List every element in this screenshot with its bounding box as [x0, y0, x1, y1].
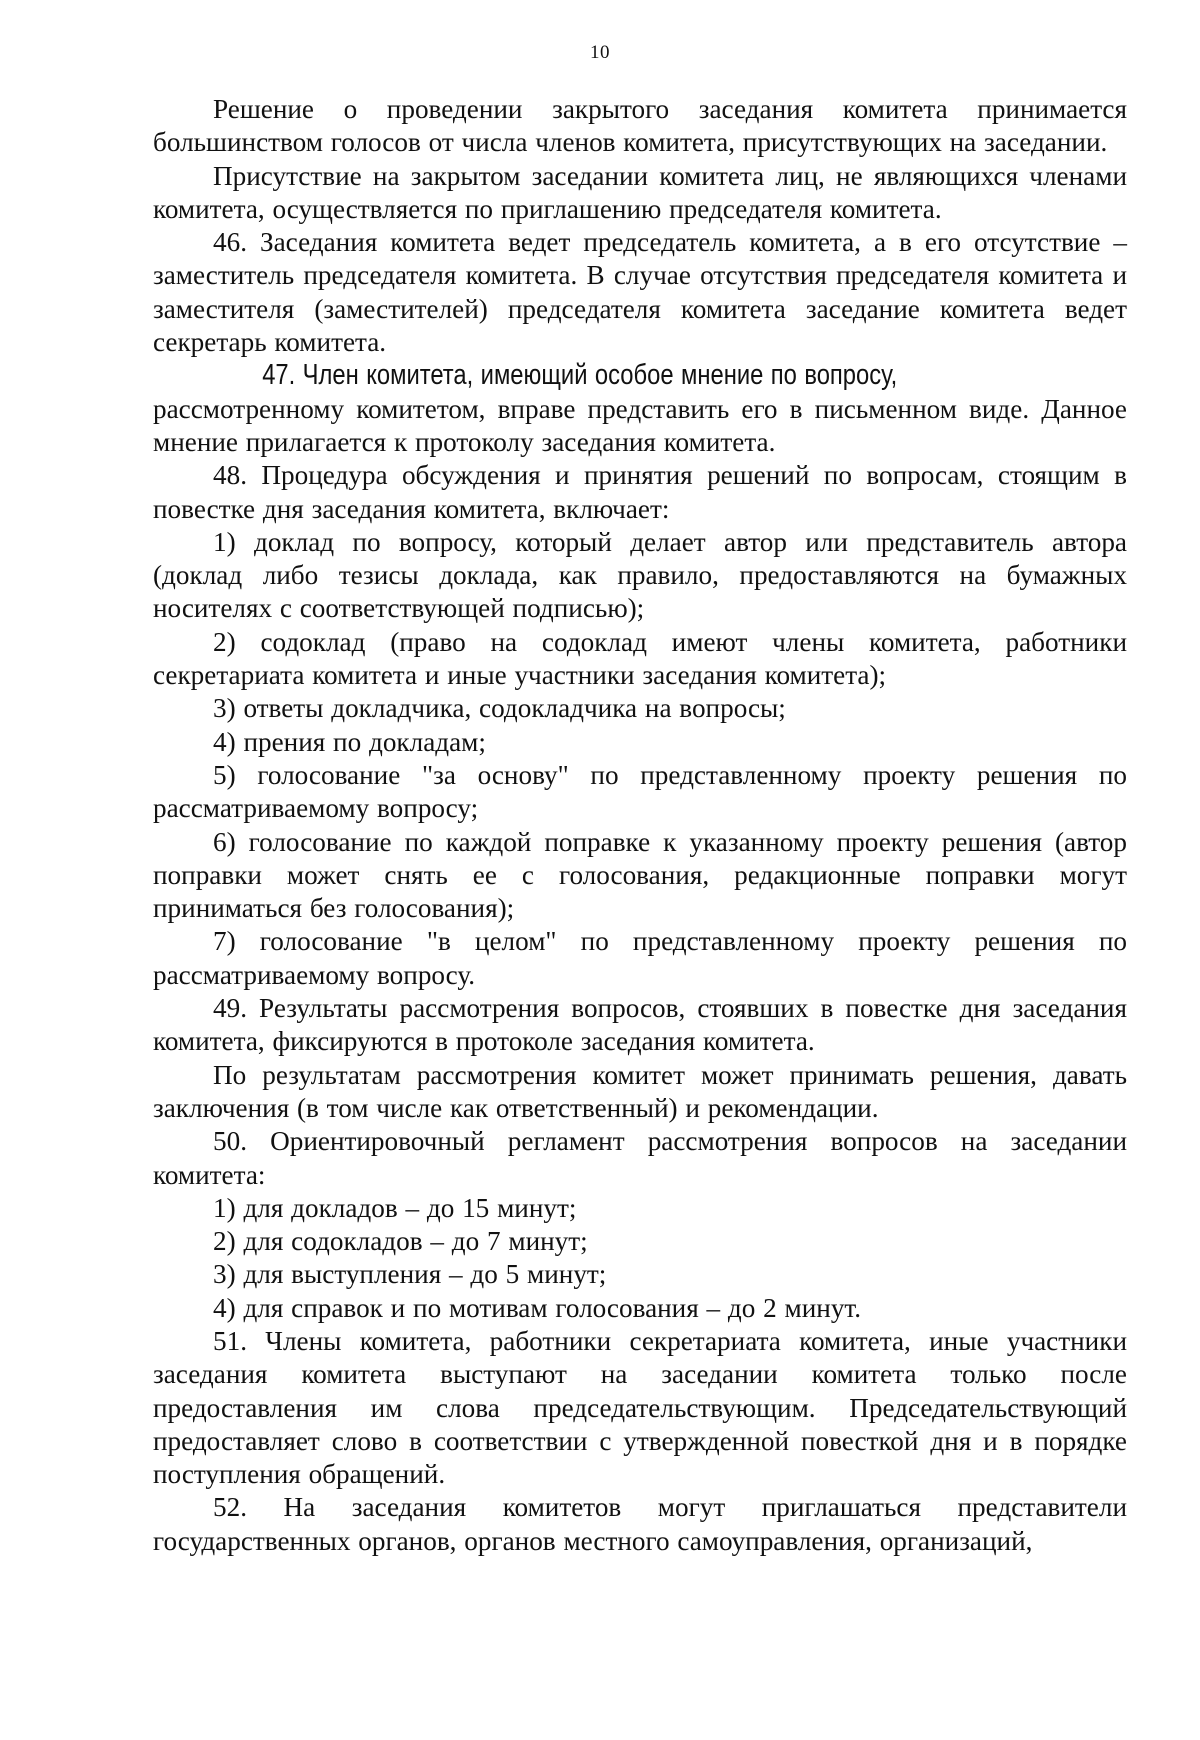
- list-item-50-3: 3) для выступления – до 5 минут;: [213, 1259, 607, 1290]
- list-item-50-1: 1) для докладов – до 15 минут;: [213, 1192, 577, 1223]
- paragraph-47: [153, 359, 1127, 459]
- list-item-48-7: 7) голосование "в целом" по представленному проекту решения по рассматриваемому вопросу.: [153, 926, 1127, 990]
- list-item-48-4: 4) прения по докладам;: [213, 726, 486, 757]
- list-item-50-2: 2) для содокладов – до 7 минут;: [213, 1226, 588, 1257]
- paragraph-50: 50. Ориентировочный регламент рассмотрения вопросов на заседании комитета:: [153, 1126, 1127, 1190]
- document-body: [153, 93, 1127, 1558]
- list-item-48-2: 2) содоклад (право на содоклад имеют члены комитета, работники секретариата комитета и иные участники заседания комитета);: [153, 626, 1127, 691]
- paragraph-52: 52. На заседания комитетов могут приглашаться представители государственных органов, органов местного самоуправления, организаций,: [153, 1492, 1127, 1556]
- list-item-48-1: 1) доклад по вопросу, который делает автор или представитель автора (доклад либо тезисы доклада, как правило, предоставляются на бумажных носителях с соответствующей подписью);: [153, 526, 1127, 624]
- paragraph-51: 51. Члены комитета, работники секретариата комитета, иные участники заседания комитета выступают на заседании комитета только после предоставления им слова председательствующим. Председательствующий предоставляет слово в соответствии с утвержденной повесткой дня и в порядке поступления обращений.: [153, 1325, 1127, 1490]
- paragraph-46: 46. Заседания комитета ведет председатель комитета, а в его отсутствие – заместитель председателя комитета. В случае отсутствия председателя комитета и заместителя (заместителей) председателя комитета заседание комитета ведет секретарь комитета.: [153, 227, 1127, 358]
- paragraph-47-first-line: 47. Член комитета, имеющий особое мнение по вопросу,: [262, 359, 898, 392]
- paragraph-closed-session-attendance: Присутствие на закрытом заседании комитета лиц, не являющихся членами комитета, осуществляется по приглашению председателя комитета.: [153, 160, 1127, 224]
- list-item-50-4: 4) для справок и по мотивам голосования – до 2 минут.: [213, 1292, 862, 1323]
- paragraph-49: 49. Результаты рассмотрения вопросов, стоявших в повестке дня заседания комитета, фиксируются в протоколе заседания комитета.: [153, 993, 1127, 1057]
- paragraph-closed-session-decision: Решение о проведении закрытого заседания комитета принимается большинством голосов от числа членов комитета, присутствующих на заседании.: [153, 94, 1127, 158]
- page-number: 10: [590, 42, 610, 63]
- list-item-48-5: 5) голосование "за основу" по представленному проекту решения по рассматриваемому вопросу;: [153, 759, 1127, 824]
- list-item-48-6: 6) голосование по каждой поправке к указанному проекту решения (автор поправки может снять ее с голосования, редакционные поправки могут приниматься без голосования);: [153, 826, 1127, 924]
- paragraph-49-results: По результатам рассмотрения комитет может принимать решения, давать заключения (в том числе как ответственный) и рекомендации.: [153, 1059, 1127, 1123]
- paragraph-48: 48. Процедура обсуждения и принятия решений по вопросам, стоящим в повестке дня заседания комитета, включает:: [153, 460, 1127, 524]
- list-item-48-3: 3) ответы докладчика, содокладчика на вопросы;: [213, 693, 786, 724]
- paragraph-47-rest: рассмотренному комитетом, вправе представить его в письменном виде. Данное мнение прилагается к протоколу заседания комитета.: [153, 393, 1127, 457]
